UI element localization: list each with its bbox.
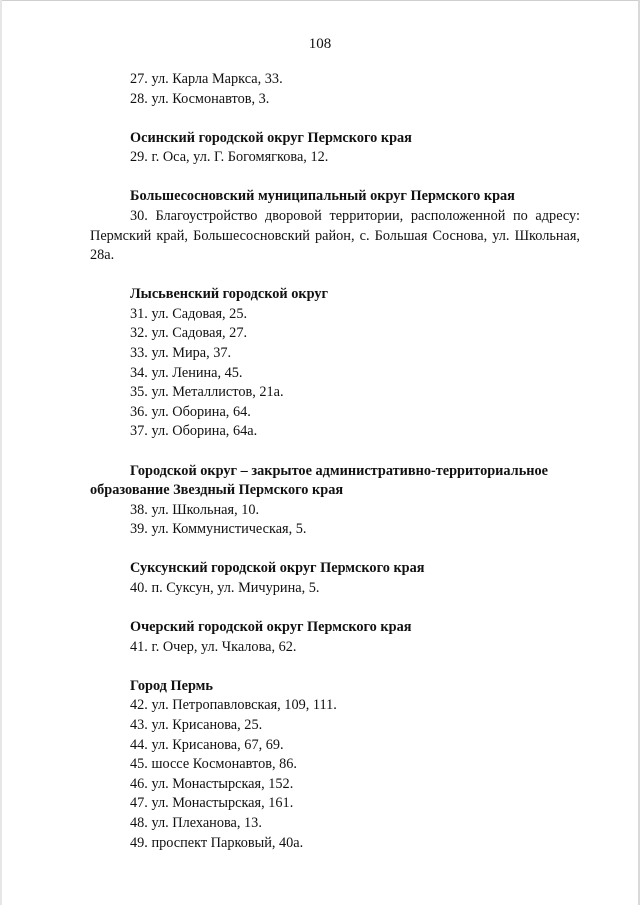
list-item: 44. ул. Крисанова, 67, 69. bbox=[130, 736, 284, 753]
list-item: 38. ул. Школьная, 10. bbox=[130, 501, 260, 518]
list-item-paragraph: 30. Благоустройство дворовой территории, расположенной по адресу: Пермский край, Большесосновский район, с. Большая Соснова, ул. Школьная, 28а. bbox=[90, 207, 580, 264]
list-item: 46. ул. Монастырская, 152. bbox=[130, 775, 294, 792]
section-osinsky bbox=[90, 129, 580, 168]
list-item: 45. шоссе Космонавтов, 86. bbox=[130, 756, 297, 773]
list-item: 36. ул. Оборина, 64. bbox=[130, 403, 251, 420]
section-title: Суксунский городской округ Пермского края bbox=[130, 560, 425, 577]
list-item: 39. ул. Коммунистическая, 5. bbox=[130, 521, 307, 538]
list-item: 40. п. Суксун, ул. Мичурина, 5. bbox=[130, 579, 320, 596]
list-item: 35. ул. Металлистов, 21а. bbox=[130, 384, 284, 401]
section-title: Лысьвенский городской округ bbox=[130, 286, 329, 303]
document-body bbox=[90, 70, 580, 873]
list-item: 43. ул. Крисанова, 25. bbox=[130, 716, 263, 733]
section-ochersky bbox=[90, 618, 580, 657]
list-item: 28. ул. Космонавтов, 3. bbox=[130, 90, 270, 107]
section-title: Очерский городской округ Пермского края bbox=[130, 619, 412, 636]
list-item: 31. ул. Садовая, 25. bbox=[130, 305, 248, 322]
page-number: 108 bbox=[308, 36, 332, 52]
list-item: 37. ул. Оборина, 64а. bbox=[130, 423, 258, 440]
section-title: Городской округ – закрытое административно-территориальное образование Звездный Пермского края bbox=[90, 462, 548, 499]
section-title: Большесосновский муниципальный округ Пермского края bbox=[130, 188, 515, 205]
list-item: 49. проспект Парковый, 40а. bbox=[130, 834, 304, 851]
list-item: 29. г. Оса, ул. Г. Богомягкова, 12. bbox=[130, 149, 329, 166]
section-lysvensky bbox=[90, 285, 580, 442]
section-bolshesosnovsky bbox=[90, 187, 580, 265]
section-perm bbox=[90, 677, 580, 853]
list-item: 42. ул. Петропавловская, 109, 111. bbox=[130, 697, 337, 714]
list-item: 41. г. Очер, ул. Чкалова, 62. bbox=[130, 638, 297, 655]
list-item: 32. ул. Садовая, 27. bbox=[130, 325, 248, 342]
section-zvezdny bbox=[90, 462, 580, 540]
list-item: 33. ул. Мира, 37. bbox=[130, 345, 232, 362]
page-left-edge bbox=[0, 0, 2, 905]
page-top-border bbox=[0, 0, 640, 1]
section-continued-list bbox=[90, 70, 580, 109]
list-item: 27. ул. Карла Маркса, 33. bbox=[130, 71, 283, 87]
section-suksunsky bbox=[90, 559, 580, 598]
list-item: 47. ул. Монастырская, 161. bbox=[130, 795, 294, 812]
list-item: 34. ул. Ленина, 45. bbox=[130, 364, 243, 381]
list-item: 48. ул. Плеханова, 13. bbox=[130, 814, 262, 831]
section-title: Осинский городской округ Пермского края bbox=[130, 129, 412, 146]
section-title: Город Пермь bbox=[130, 677, 213, 694]
